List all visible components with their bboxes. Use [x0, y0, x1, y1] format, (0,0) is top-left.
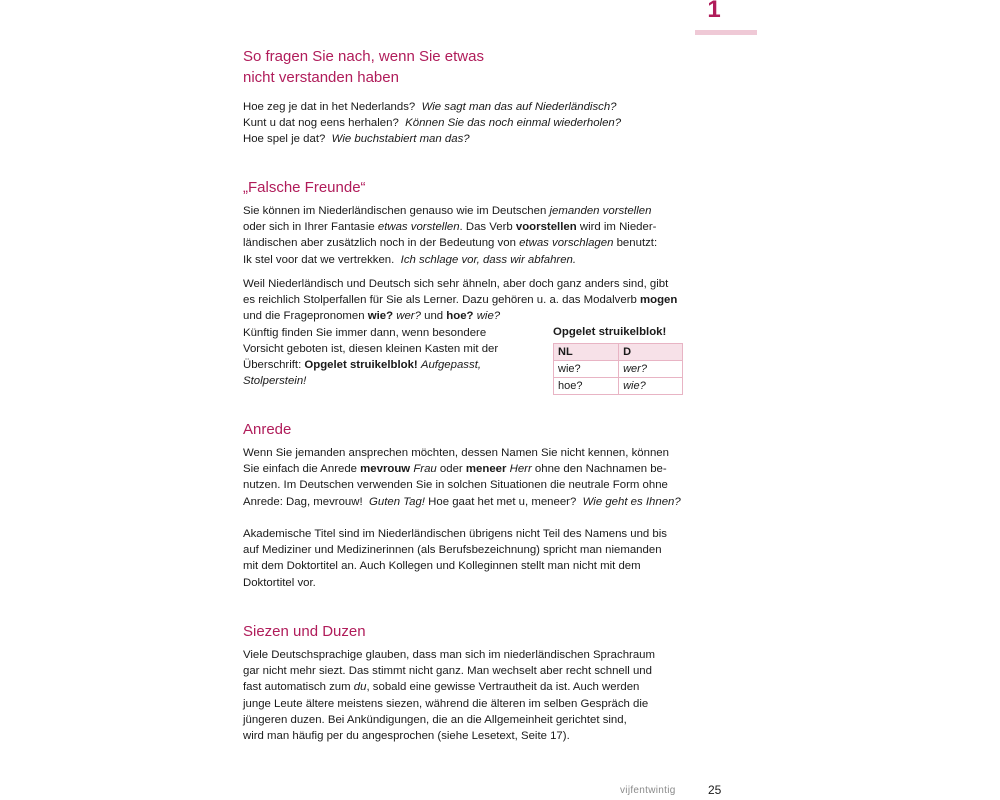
chapter-tab-bar [695, 30, 757, 35]
box-title: Opgelet struikelblok! [553, 326, 667, 338]
text-line: junge Leute ältere meistens siezen, während die älteren im selben Gespräch die [243, 697, 649, 710]
text-run: und die Fragepronomen [243, 310, 368, 323]
text-run: du [353, 681, 367, 694]
text-run: Ich schlage vor, dass wir abfahren. [400, 253, 577, 266]
text-run: jemanden vorstellen [549, 205, 652, 217]
section-heading-address: Anrede [243, 421, 292, 438]
paragraph [243, 526, 667, 591]
phrase-de: Wie sagt man das auf Niederländisch? [421, 101, 617, 113]
text-run: oder sich in Ihrer Fantasie [243, 221, 378, 234]
text-run: Wie geht es Ihnen? [582, 495, 681, 508]
text-line [243, 679, 655, 695]
text-run: Frau [413, 463, 437, 476]
text-run: etwas vorstellen [377, 221, 460, 234]
heading-line: So fragen Sie nach, wenn Sie etwas [243, 48, 484, 65]
text-run: hoe? [446, 310, 474, 323]
text-run: Aufgepasst, [420, 359, 482, 372]
text-run: mogen [640, 294, 678, 307]
text-run: oder [436, 463, 466, 476]
text-run: fast automatisch zum [243, 681, 354, 694]
text-run: und [420, 310, 447, 323]
text-run: Sie können im Niederländischen genauso wie im Deutschen [243, 205, 550, 217]
phrase-nl: Hoe zeg je dat in het Nederlands? [243, 101, 416, 113]
chapter-tab [695, 0, 757, 36]
phrase-line [243, 115, 621, 131]
text-run: Guten Tag! [369, 495, 425, 508]
struikelblok-box [553, 324, 685, 395]
text-run: wer? [396, 310, 421, 323]
text-run: Herr [509, 463, 532, 476]
text-run: wie? [476, 310, 501, 323]
text-run: es reichlich Stolperfallen für Sie als Lerner. Dazu gehören u. a. das Modalverb [243, 294, 640, 307]
text-line [243, 252, 657, 268]
text-run: Anrede: Dag, mevrouw! [243, 495, 363, 508]
text-run: mevrouw [360, 463, 411, 476]
text-line: Weil Niederländisch und Deutsch sich sehr ähneln, aber doch ganz anders sind, gibt [243, 278, 669, 290]
heading-line: nicht verstanden haben [243, 69, 399, 86]
text-run: Opgelet struikelblok! [304, 359, 418, 372]
text-line: Doktortitel vor. [243, 576, 316, 589]
text-line [243, 219, 657, 235]
phrase-list [243, 99, 621, 148]
text-run: Überschrift: [243, 359, 305, 372]
text-line [243, 203, 657, 219]
text-run: wird im Nieder- [576, 221, 657, 234]
section-heading-false-friends: „Falsche Freunde“ [243, 179, 366, 196]
text-line: Akademische Titel sind im Niederländischen übrigens nicht Teil des Namens und bis [243, 528, 667, 540]
text-line: Wenn Sie jemanden ansprechen möchten, dessen Namen Sie nicht kennen, können [243, 447, 669, 459]
table-cell: wie? [554, 361, 619, 378]
paragraph [243, 203, 657, 268]
text-run: etwas vorschlagen [519, 237, 614, 250]
text-run: Sie einfach die Anrede [243, 463, 361, 476]
text-run: Ik stel voor dat we vertrekken. [243, 253, 395, 266]
text-line [243, 461, 681, 477]
chapter-number: 1 [707, 0, 721, 23]
table-header-cell: NL [554, 344, 619, 361]
text-line [243, 292, 677, 308]
table-cell: wie? [619, 378, 683, 395]
page-number: 25 [708, 783, 722, 797]
text-run: wie? [367, 310, 394, 323]
paragraph [243, 647, 655, 744]
text-line [243, 494, 681, 510]
text-run: Hoe gaat het met u, meneer? [424, 495, 577, 508]
text-line: jüngeren duzen. Bei Ankündigungen, die an die Allgemeinheit gerichtet sind, [243, 713, 627, 726]
struikelblok-table [553, 343, 683, 395]
text-run: ohne den Nachnamen be- [531, 463, 667, 476]
text-run: ländischen aber zusätzlich noch in der Bedeutung von [243, 237, 520, 250]
table-row [554, 378, 683, 395]
text-line: Vorsicht geboten ist, diesen kleinen Kasten mit der [243, 342, 499, 355]
text-run: meneer [465, 463, 507, 476]
table-row [554, 361, 683, 378]
phrase-nl: Hoe spel je dat? [243, 133, 326, 146]
paragraph [243, 445, 681, 510]
text-run: , sobald eine gewisse Vertrautheit da ist. Auch werden [366, 681, 640, 694]
phrase-line [243, 99, 621, 115]
phrase-nl: Kunt u dat nog eens herhalen? [243, 117, 399, 130]
table-header-cell: D [619, 344, 683, 361]
text-run: benutzt: [613, 237, 658, 250]
text-run: . Das Verb [459, 221, 516, 234]
text-line [243, 308, 677, 324]
table-header-row [554, 344, 683, 361]
text-line: Künftig finden Sie immer dann, wenn besondere [243, 326, 487, 339]
phrase-de: Können Sie das noch einmal wiederholen? [405, 117, 622, 130]
text-line: gar nicht mehr siezt. Das stimmt nicht ganz. Man wechselt aber recht schnell und [243, 665, 652, 678]
phrase-line [243, 131, 621, 147]
section-heading-ask [243, 46, 484, 88]
text-line: nutzen. Im Deutschen verwenden Sie in solchen Situationen die neutrale Form ohne [243, 479, 668, 492]
table-cell: hoe? [554, 378, 619, 395]
phrase-de: Wie buchstabiert man das? [331, 133, 470, 146]
text-run: voorstellen [515, 221, 577, 234]
text-line [243, 235, 657, 251]
text-line: mit dem Doktortitel an. Auch Kollegen und Kolleginnen stellt man nicht mit dem [243, 560, 641, 573]
text-line: Viele Deutschsprachige glauben, dass man sich im niederländischen Sprachraum [243, 649, 655, 661]
section-heading-siezen: Siezen und Duzen [243, 623, 366, 640]
text-line: Stolperstein! [243, 375, 307, 388]
table-cell: wer? [619, 361, 683, 378]
text-line: auf Mediziner und Medizinerinnen (als Berufsbezeichnung) spricht man niemanden [243, 544, 662, 557]
page-number-word: vijfentwintig [620, 785, 676, 796]
text-line: wird man häufig per du angesprochen (siehe Lesetext, Seite 17). [243, 730, 570, 743]
